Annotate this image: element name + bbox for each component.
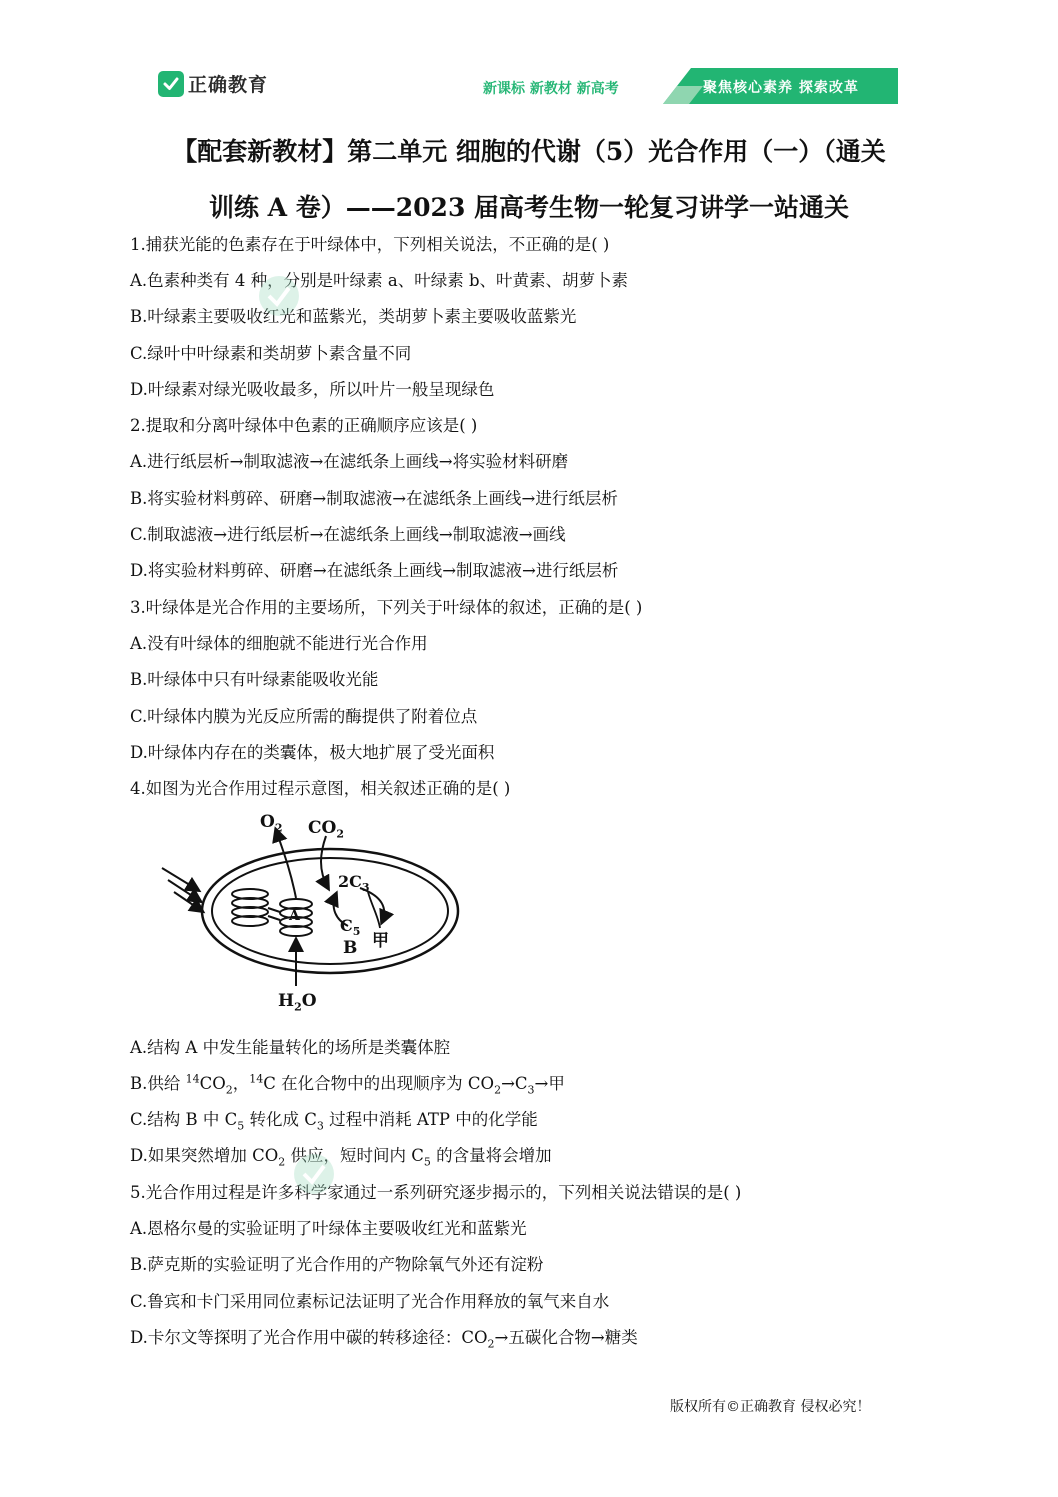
page-header xyxy=(158,66,898,106)
watermark-logo-icon xyxy=(290,1140,370,1200)
photosynthesis-diagram xyxy=(150,808,470,1023)
q3-option-b: B.叶绿体中只有叶绿素能吸收光能 xyxy=(130,670,379,689)
q3-option-c: C.叶绿体内膜为光反应所需的酶提供了附着位点 xyxy=(130,707,478,726)
q1-option-a: A.色素种类有 4 种，分别是叶绿素 a、叶绿素 b、叶黄素、胡萝卜素 xyxy=(130,271,629,290)
logo-text: 正确教育 xyxy=(188,74,269,96)
q5-stem: 5.光合作用过程是许多科学家通过一系列研究逐步揭示的，下列相关说法错误的是( ) xyxy=(130,1183,742,1202)
label-h2o: $H_2O$ xyxy=(278,991,317,1014)
q3-option-a: A.没有叶绿体的细胞就不能进行光合作用 xyxy=(130,634,428,653)
check-icon xyxy=(158,71,184,97)
q5-option-d: D.卡尔文等探明了光合作用中碳的转移途径：$CO_2\to$五碳化合物→糖类 xyxy=(130,1328,638,1351)
q5-option-a: A.恩格尔曼的实验证明了叶绿体主要吸收红光和蓝紫光 xyxy=(130,1219,527,1238)
q2-option-c: C.制取滤液→进行纸层析→在滤纸条上画线→制取滤液→画线 xyxy=(130,525,566,544)
title-line-2: 训练 A 卷）——2023 届高考生物一轮复习讲学一站通关 xyxy=(208,193,850,222)
title-line-1: 【配套新教材】第二单元 细胞的代谢（5）光合作用（一）（通关 xyxy=(172,137,886,166)
q1-stem: 1.捕获光能的色素存在于叶绿体中，下列相关说法，不正确的是( ) xyxy=(130,235,610,254)
label-jia: 甲 xyxy=(372,931,389,951)
banner xyxy=(663,68,898,104)
q4-option-b: B.供给 $^{14}CO_2$，$^{14}$C 在化合物中的出现顺序为 $CO_2\to C_3\to$甲 xyxy=(130,1072,565,1097)
q4-option-c: C.结构 B 中 $C_5$ 转化成 $C_3$ 过程中消耗 ATP 中的化学能 xyxy=(130,1110,538,1133)
q5-option-c: C.鲁宾和卡门采用同位素标记法证明了光合作用释放的氧气来自水 xyxy=(130,1292,610,1311)
q4-stem: 4.如图为光合作用过程示意图，相关叙述正确的是( ) xyxy=(130,779,511,798)
document-title xyxy=(90,124,968,236)
label-co2: $CO_2$ xyxy=(308,818,344,841)
label-o2: $O_2$ xyxy=(260,812,283,835)
label-2c3: $2C_3$ xyxy=(338,872,370,895)
q2-option-b: B.将实验材料剪碎、研磨→制取滤液→在滤纸条上画线→进行纸层析 xyxy=(130,489,618,508)
q2-option-d: D.将实验材料剪碎、研磨→在滤纸条上画线→制取滤液→进行纸层析 xyxy=(130,561,619,580)
q4-option-a: A.结构 A 中发生能量转化的场所是类囊体腔 xyxy=(130,1038,451,1057)
q3-stem: 3.叶绿体是光合作用的主要场所，下列关于叶绿体的叙述，正确的是( ) xyxy=(130,598,643,617)
q1-option-b: B.叶绿素主要吸收红光和蓝紫光，类胡萝卜素主要吸收蓝紫光 xyxy=(130,307,577,326)
label-b: B xyxy=(343,938,358,958)
q4-option-d: D.如果突然增加 $CO_2$ 供应，短时间内 $C_5$ 的含量将会增加 xyxy=(130,1146,552,1169)
label-a: A xyxy=(289,908,300,924)
label-c5: $C_5$ xyxy=(340,916,361,939)
banner-text: 聚焦核心素养 探索改革 xyxy=(703,80,859,96)
logo xyxy=(158,70,268,97)
q1-option-d: D.叶绿素对绿光吸收最多，所以叶片一般呈现绿色 xyxy=(130,380,495,399)
q3-option-d: D.叶绿体内存在的类囊体，极大地扩展了受光面积 xyxy=(130,743,495,762)
q5-option-b: B.萨克斯的实验证明了光合作用的产物除氧气外还有淀粉 xyxy=(130,1255,544,1274)
watermark-logo-icon xyxy=(255,262,335,322)
copyright-footer: 版权所有©正确教育 侵权必究！ xyxy=(670,1399,871,1415)
q2-stem: 2.提取和分离叶绿体中色素的正确顺序应该是( ) xyxy=(130,416,478,435)
q2-option-a: A.进行纸层析→制取滤液→在滤纸条上画线→将实验材料研磨 xyxy=(130,452,569,471)
slogan: 新课标 新教材 新高考 xyxy=(483,81,619,97)
q1-option-c: C.绿叶中叶绿素和类胡萝卜素含量不同 xyxy=(130,344,412,363)
